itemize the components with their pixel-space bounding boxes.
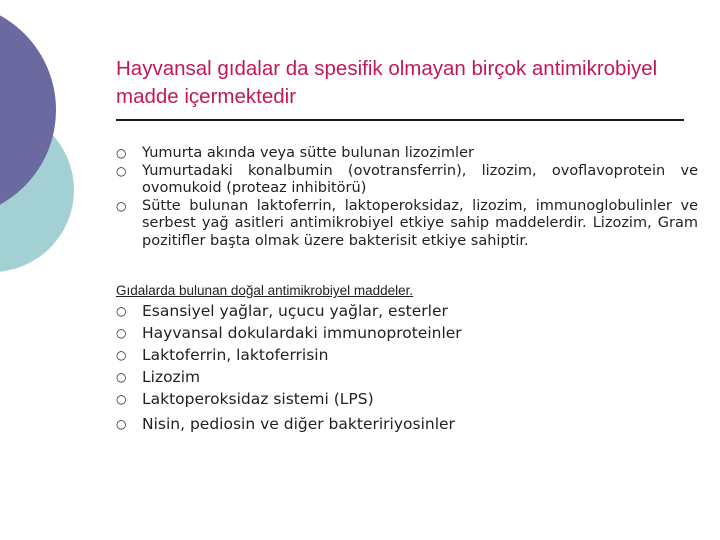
hollow-circle-bullet-icon: ○: [116, 348, 127, 362]
slide-title: Hayvansal gıdalar da spesifik olmayan birçok antimikrobiyel madde içermektedir: [116, 57, 658, 108]
list-item-text: Sütte bulunan laktoferrin, laktoperoksidaz, lizozim, immunoglobulinler ve serbest yağ asitleri antimikrobiyel etkiye sahip maddelerdir. Lizozim, Gram pozitifler başta olmak üzere bakterisit etkiye sahiptir.: [142, 197, 698, 249]
list-item-text: Nisin, pediosin ve diğer bakteririyosinler: [142, 415, 455, 433]
list-item: [116, 322, 698, 344]
list-item: [116, 163, 698, 198]
hollow-circle-bullet-icon: ○: [116, 304, 127, 318]
list-item-text: Laktoferrin, laktoferrisin: [142, 346, 329, 364]
natural-antimicrobials-heading: Gıdalarda bulunan doğal antimikrobiyel maddeler.: [116, 283, 414, 298]
list-item-text: Yumurtadaki konalbumin (ovotransferrin), lizozim, ovoflavoprotein ve ovomukoid (proteaz inhibitörü): [142, 162, 698, 196]
list-item: [116, 145, 698, 163]
hollow-circle-bullet-icon: ○: [116, 417, 127, 431]
list-item-text: Hayvansal dokulardaki immunoproteinler: [142, 324, 462, 342]
hollow-circle-bullet-icon: ○: [116, 146, 127, 160]
list-item: [116, 300, 698, 322]
list-item: [116, 413, 698, 435]
list-item-text: Esansiyel yağlar, uçucu yağlar, esterler: [142, 302, 448, 320]
title-divider: [116, 119, 684, 121]
list-item: [116, 388, 698, 410]
list-item: [116, 366, 698, 388]
hollow-circle-bullet-icon: ○: [116, 198, 127, 213]
natural-antimicrobials-list: [116, 300, 698, 435]
list-item: [116, 344, 698, 366]
list-item-text: Lizozim: [142, 368, 201, 386]
list-item-text: Laktoperoksidaz sistemi (LPS): [142, 390, 374, 408]
decorative-circles: [0, 0, 120, 300]
list-item: [116, 198, 698, 251]
hollow-circle-bullet-icon: ○: [116, 326, 127, 340]
hollow-circle-bullet-icon: ○: [116, 392, 127, 406]
list-item-text: Yumurta akında veya sütte bulunan lizozimler: [142, 145, 474, 161]
hollow-circle-bullet-icon: ○: [116, 370, 127, 384]
hollow-circle-bullet-icon: ○: [116, 163, 127, 178]
antimicrobial-sources-list: [116, 145, 698, 250]
